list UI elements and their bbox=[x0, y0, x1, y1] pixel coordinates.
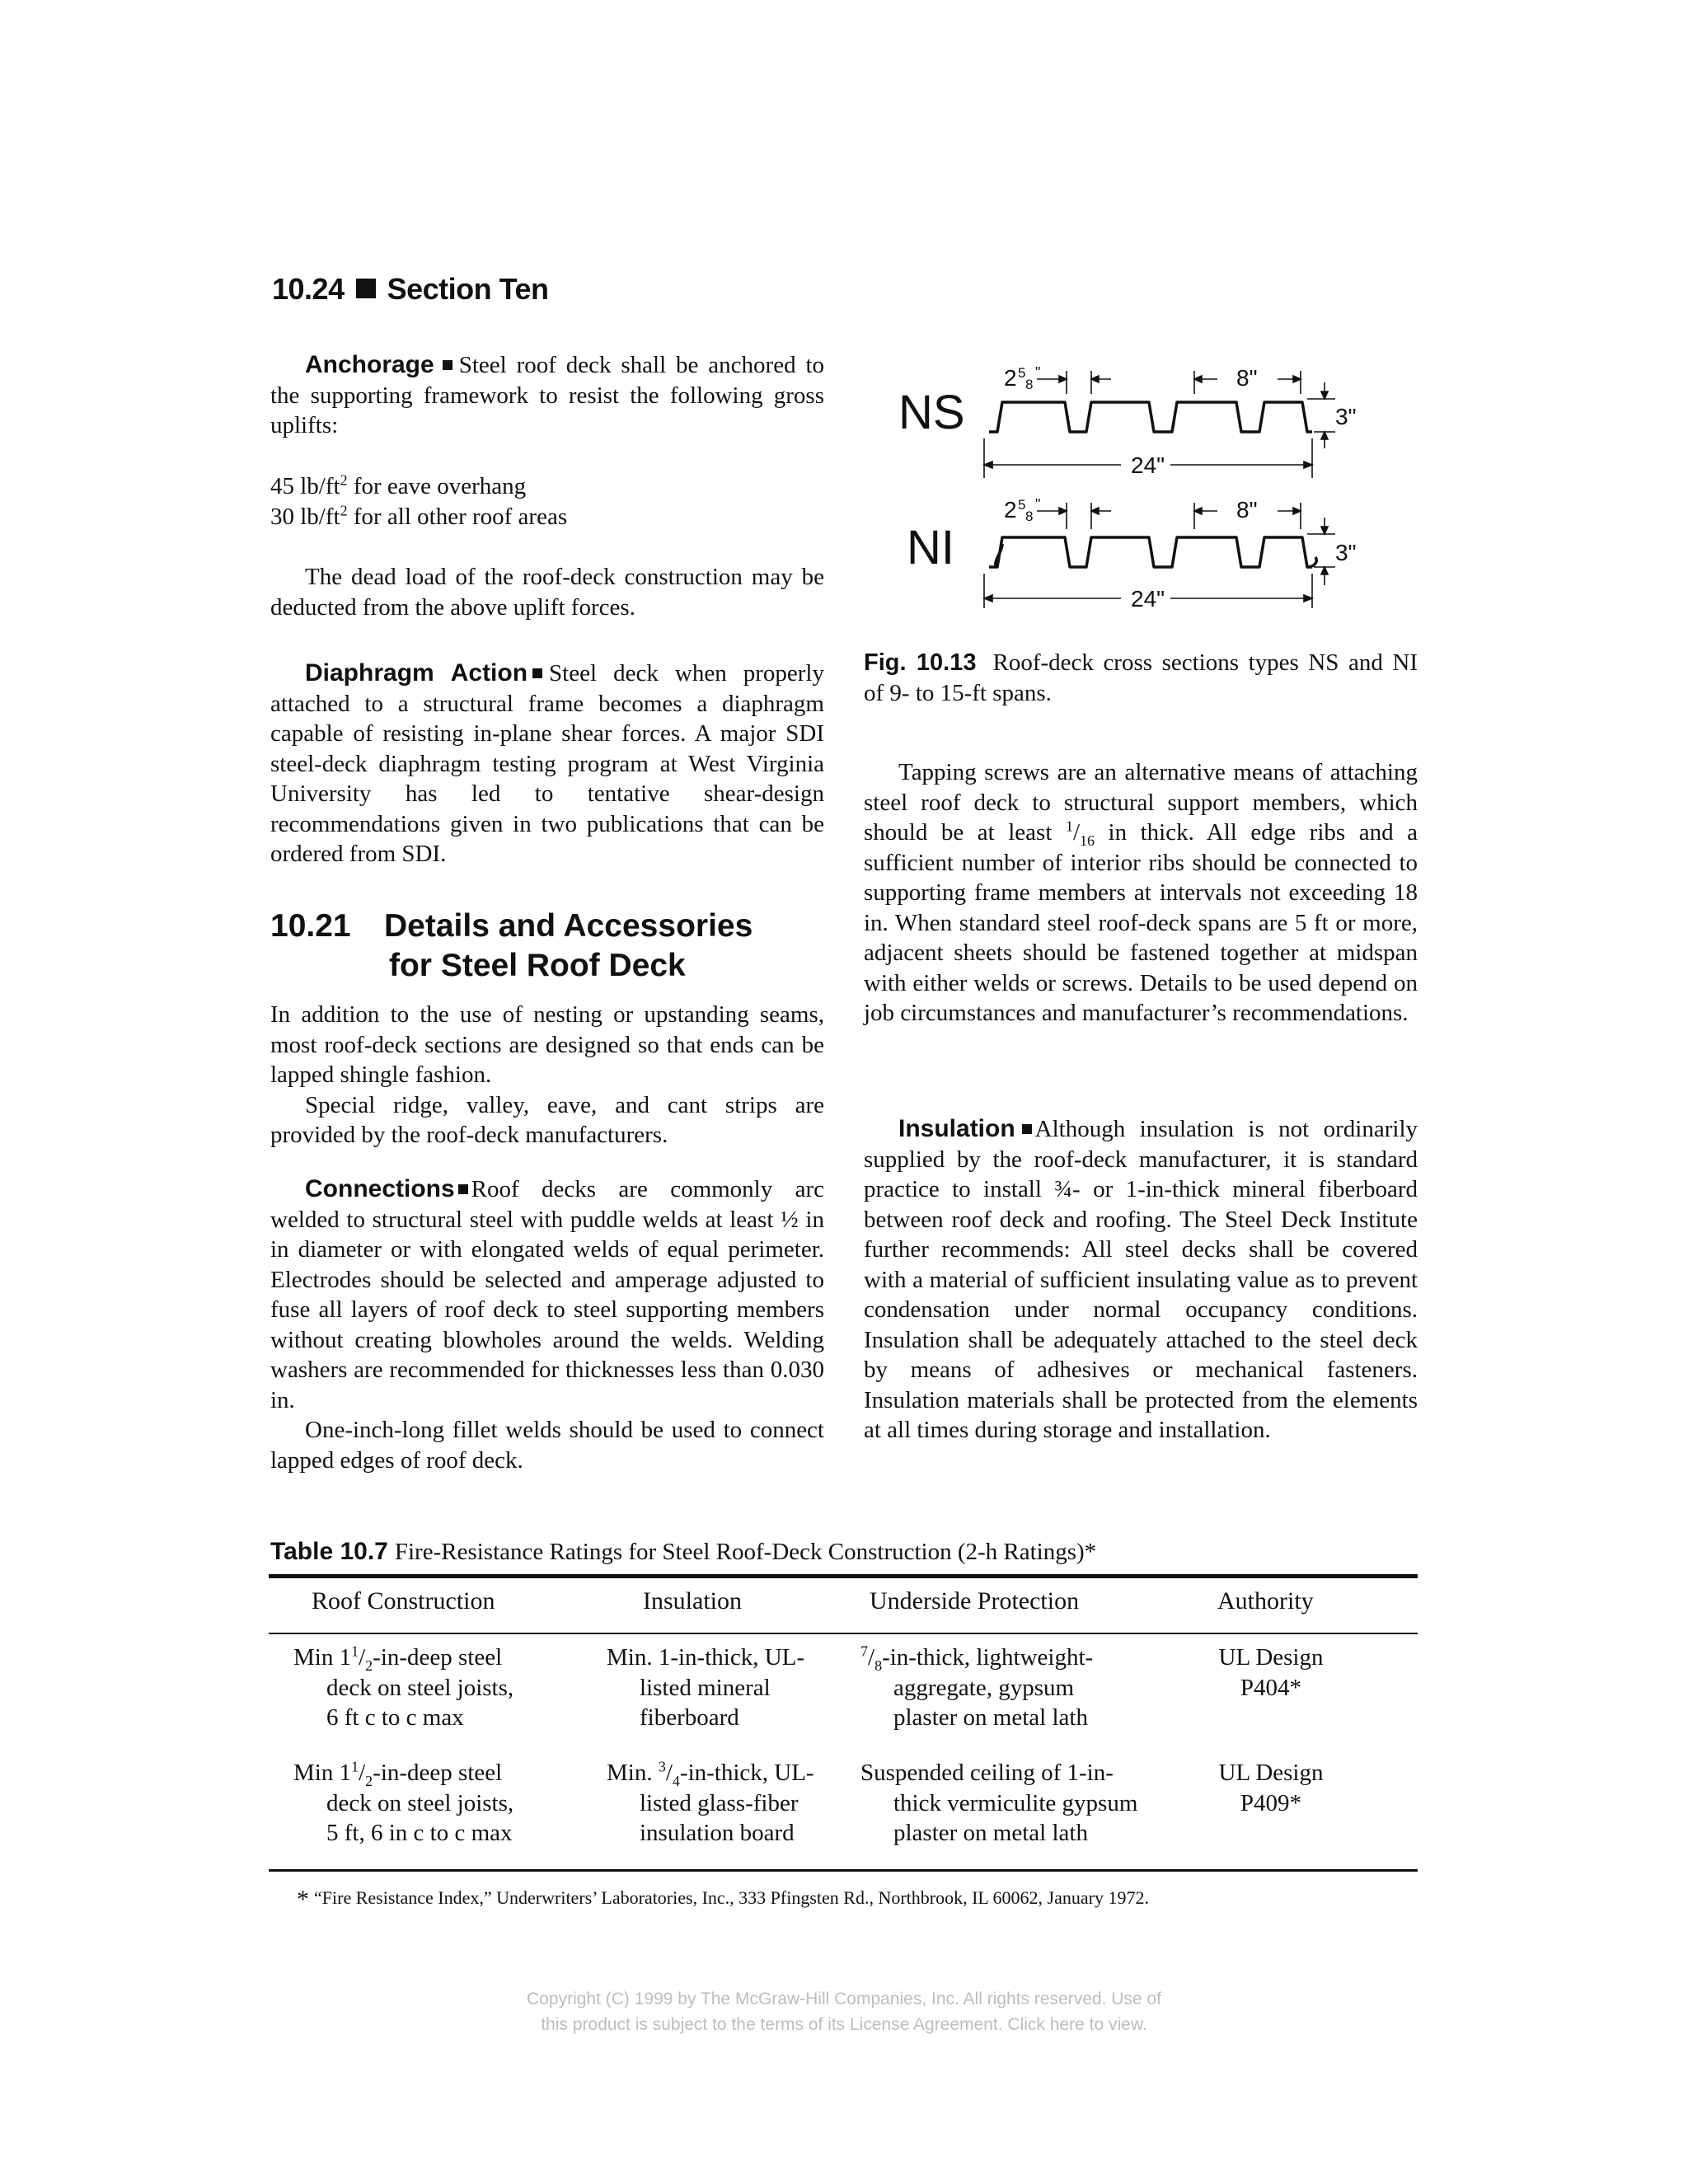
cell-text: insulation board bbox=[640, 1820, 795, 1846]
section-title-line1: Details and Accessories bbox=[384, 908, 753, 944]
fraction-three-quarters: ¾ bbox=[1054, 1176, 1073, 1202]
roof-deck-figure bbox=[890, 346, 1401, 626]
cell-text: deck on steel joists, bbox=[326, 1674, 514, 1701]
fraction-denominator: 4 bbox=[672, 1772, 680, 1789]
uplift-text: for eave overhang bbox=[347, 473, 527, 499]
cell-text: Min 1 bbox=[293, 1760, 352, 1786]
ni-label: NI bbox=[907, 521, 954, 574]
footnote-text: “Fire Resistance Index,” Underwriters’ Laboratories, Inc., 333 Pfingsten Rd., Northbrook, IL 60062, January 1972. bbox=[314, 1887, 1149, 1908]
figure-caption bbox=[864, 648, 1418, 708]
connections-paragraph bbox=[270, 1174, 824, 1475]
fraction-numerator: 1 bbox=[351, 1758, 359, 1775]
fraction-numerator: 1 bbox=[1065, 818, 1073, 835]
table-bottom-rule bbox=[269, 1869, 1418, 1872]
section-title-line2: for Steel Roof Deck bbox=[389, 948, 686, 983]
ni-dim-left-inch: " bbox=[1035, 496, 1041, 513]
cell-text: deck on steel joists, bbox=[326, 1789, 514, 1816]
cell-text: -in-thick, UL- bbox=[679, 1760, 814, 1786]
section-number: 10.21 bbox=[270, 908, 351, 944]
cell-text: UL Design bbox=[1218, 1760, 1324, 1786]
table-title bbox=[270, 1538, 1096, 1566]
insulation-text: Although insulation is not ordinarily supplied by the roof-deck manufacturer, it is standard practice to install bbox=[864, 1116, 1418, 1202]
cell-text: thick vermiculite gypsum bbox=[893, 1789, 1138, 1816]
cell-text: -in-deep steel bbox=[373, 1644, 503, 1671]
ni-dim-width: 24" bbox=[1131, 586, 1165, 612]
table-header-cell: Underside Protection bbox=[870, 1587, 1080, 1615]
table-label: Table 10.7 bbox=[270, 1538, 388, 1565]
cell-text: plaster on metal lath bbox=[893, 1820, 1088, 1846]
table-cell-roof: Min $1^1/_2-in$-deep steel deck on steel joists, 6 ft c to c max bbox=[293, 1643, 513, 1733]
ns-dim-left-num: 5 bbox=[1018, 365, 1026, 381]
cell-text: UL Design bbox=[1218, 1644, 1324, 1671]
table-footnote bbox=[297, 1886, 1149, 1914]
cell-text: aggregate, gypsum bbox=[893, 1674, 1075, 1701]
fraction-denominator: 2 bbox=[365, 1657, 373, 1674]
insulation-text: - or 1-in-thick mineral fiberboard between roof deck and roofing. The Steel Deck Institute further recommends: All steel decks shall be covered with a material of sufficient insulating value as to prevent condensation under normal occupancy conditions. Insulation shall be adequately attached to the steel deck by means of adhesives or mechanical fasteners. Insulation materials shall be protected from the elements at all times during storage and installation. bbox=[864, 1176, 1418, 1443]
cell-text: 5 ft, 6 in c to c max bbox=[326, 1820, 513, 1846]
bullet-icon bbox=[1022, 1124, 1032, 1134]
table-cell-insulation: Min. $^3/_4-in$-thick, UL- listed glass-fiber insulation board bbox=[607, 1758, 814, 1849]
cell-text: plaster on metal lath bbox=[893, 1704, 1088, 1731]
diaphragm-paragraph bbox=[270, 658, 824, 869]
fraction-half: ½ bbox=[781, 1206, 799, 1233]
bullet-icon bbox=[532, 668, 542, 678]
connections-heading: Connections bbox=[305, 1175, 455, 1202]
uplift-item bbox=[270, 471, 824, 502]
section-heading bbox=[270, 907, 824, 986]
table-header-rule bbox=[269, 1633, 1418, 1634]
table-header-cell: Insulation bbox=[643, 1587, 742, 1615]
uplift-exponent: 2 bbox=[340, 501, 348, 518]
ni-dim-left-num: 5 bbox=[1018, 497, 1026, 513]
diaphragm-text: Steel deck when properly attached to a structural frame becomes a diaphragm capable of resisting in-plane shear forces. A major SDI steel-deck diaphragm testing program at West Virginia University has led to tentative shear-design recommendations given in two publications that can be ordered from SDI. bbox=[270, 660, 824, 867]
cell-text: -in-deep steel bbox=[373, 1760, 503, 1786]
dead-load-paragraph bbox=[270, 562, 824, 622]
cell-text: Min. 1-in-thick, UL- bbox=[607, 1644, 805, 1671]
fraction-denominator: 8 bbox=[874, 1657, 883, 1674]
ni-dim-left-whole: 2 bbox=[1004, 497, 1017, 523]
figure-caption-text: Roof-deck cross sections types NS and NI of 9- to 15-ft spans. bbox=[864, 649, 1418, 706]
footnote-mark: * bbox=[297, 1886, 309, 1913]
cell-text: listed mineral bbox=[640, 1674, 771, 1701]
section-para-2: Special ridge, valley, eave, and cant strips are provided by the roof-deck manufacturers. bbox=[270, 1091, 824, 1148]
connections-text: in in diameter or with elongated welds of equal perimeter. Electrodes should be selected and amperage adjusted to fuse all layers of roof deck to steel supporting members without creating blowholes around the welds. Welding washers are recommended for thicknesses less than 0.030 in. bbox=[270, 1206, 824, 1413]
tapping-text: Tapping screws are an alternative means of attaching steel roof deck to structural support members, which should be at least bbox=[864, 759, 1418, 846]
ni-profile bbox=[989, 537, 1312, 567]
diaphragm-heading: Diaphragm Action bbox=[305, 659, 528, 687]
connections-text: Roof decks are commonly arc welded to structural steel with puddle welds at least bbox=[270, 1176, 824, 1233]
tapping-text: in thick. All edge ribs and a sufficient number of interior ribs should be connected to supporting frame members at intervals not exceeding 18 in. When standard steel roof-deck spans are 5 ft or more, adjacent sheets should be fastened together at midspan with either welds or screws. Details to be used depend on job circumstances and manufacturer’s recommendations. bbox=[864, 819, 1418, 1026]
cell-text: P409* bbox=[1240, 1789, 1302, 1816]
uplift-value: 45 lb/ft bbox=[270, 473, 340, 499]
uplift-value: 30 lb/ft bbox=[270, 503, 340, 530]
table-top-rule bbox=[269, 1574, 1418, 1578]
ns-dim-height: 3" bbox=[1335, 404, 1357, 429]
uplift-exponent: 2 bbox=[340, 471, 348, 489]
fraction-denominator: 2 bbox=[365, 1772, 373, 1789]
insulation-heading: Insulation bbox=[898, 1115, 1015, 1142]
cell-text: 6 ft c to c max bbox=[326, 1704, 464, 1731]
fraction-numerator: 7 bbox=[860, 1643, 868, 1660]
ni-profile-hook bbox=[996, 544, 1317, 567]
cell-text: Min. bbox=[607, 1760, 659, 1786]
page-header bbox=[272, 272, 548, 307]
cell-text: fiberboard bbox=[640, 1704, 739, 1731]
section-name: Section Ten bbox=[387, 272, 549, 306]
uplift-list bbox=[270, 471, 824, 532]
tapping-paragraph: Tapping screws are an alternative means of attaching steel roof deck to structural support members, which should be at least $^1/_{16}$ in thick. All edge ribs and a sufficient number of interior ribs should be connected to supporting frame members at intervals not exceeding 18 in. When standard steel roof-deck spans are 5 ft or more, adjacent sheets should be fastened together at midspan with either welds or screws. Details to be used depend on job circumstances and manufacturer’s recommendations. bbox=[864, 759, 1418, 1026]
ns-dim-width: 24" bbox=[1131, 452, 1165, 478]
section-body bbox=[270, 1000, 824, 1151]
uplift-text: for all other roof areas bbox=[347, 503, 568, 530]
table-title-text: Fire-Resistance Ratings for Steel Roof-Deck Construction (2-h Ratings)* bbox=[394, 1539, 1097, 1565]
cell-text: Suspended ceiling of 1-in- bbox=[860, 1760, 1114, 1786]
ni-dim-height: 3" bbox=[1335, 540, 1357, 565]
cell-text: listed glass-fiber bbox=[640, 1789, 799, 1816]
cell-text: -in-thick, lightweight- bbox=[882, 1644, 1094, 1671]
table-cell-protection: $^7/_8-in$-thick, lightweight- aggregate, gypsum plaster on metal lath bbox=[860, 1643, 1093, 1733]
license-link[interactable]: this product is subject to the terms of its License Agreement. Click here to view. bbox=[541, 2015, 1147, 2034]
header-square-icon bbox=[356, 279, 376, 298]
uplift-item bbox=[270, 502, 824, 532]
fraction-numerator: 3 bbox=[658, 1758, 666, 1775]
table-cell-authority bbox=[1205, 1643, 1337, 1703]
fraction-denominator: 16 bbox=[1080, 832, 1095, 849]
ns-dim-right: 8" bbox=[1236, 365, 1258, 391]
ns-dim-left-den: 8 bbox=[1025, 377, 1034, 392]
ns-dim-left-inch: " bbox=[1035, 364, 1041, 381]
ns-dim-left-whole: 2 bbox=[1004, 365, 1017, 391]
table-cell-roof: Min $1^1/_2-in$-deep steel deck on steel joists, 5 ft, 6 in c to c max bbox=[293, 1758, 513, 1849]
figure-caption-label: Fig. 10.13 bbox=[864, 649, 977, 676]
table-cell-insulation bbox=[607, 1643, 804, 1733]
bullet-icon bbox=[458, 1184, 468, 1194]
dead-load-text: The dead load of the roof-deck construction may be deducted from the above uplift forces. bbox=[270, 564, 824, 621]
fraction-numerator: 1 bbox=[351, 1643, 359, 1660]
anchorage-text: Steel roof deck shall be anchored to the supporting framework to resist the following gross uplifts: bbox=[270, 352, 824, 438]
ni-dim-left-den: 8 bbox=[1025, 509, 1034, 524]
connections-para-2: One-inch-long fillet welds should be used to connect lapped edges of roof deck. bbox=[270, 1417, 824, 1474]
anchorage-paragraph bbox=[270, 350, 824, 441]
copyright-notice[interactable] bbox=[0, 1986, 1688, 2037]
ni-dim-right: 8" bbox=[1236, 497, 1258, 523]
cell-text: Min 1 bbox=[293, 1644, 352, 1671]
anchorage-heading: Anchorage bbox=[305, 351, 434, 378]
ns-profile bbox=[989, 402, 1312, 432]
table-cell-authority bbox=[1205, 1758, 1337, 1818]
page-number: 10.24 bbox=[272, 272, 345, 306]
table-header-cell: Roof Construction bbox=[312, 1587, 495, 1615]
table-cell-protection bbox=[860, 1758, 1137, 1849]
cell-text: P404* bbox=[1240, 1674, 1302, 1701]
ns-label: NS bbox=[898, 386, 965, 439]
bullet-icon bbox=[443, 360, 452, 370]
section-para-1: In addition to the use of nesting or upstanding seams, most roof-deck sections are designed so that ends can be lapped shingle fashion. bbox=[270, 1001, 824, 1088]
table-header-cell: Authority bbox=[1217, 1587, 1314, 1615]
copyright-line: Copyright (C) 1999 by The McGraw-Hill Companies, Inc. All rights reserved. Use of bbox=[527, 1990, 1161, 2008]
insulation-paragraph bbox=[864, 1114, 1418, 1446]
